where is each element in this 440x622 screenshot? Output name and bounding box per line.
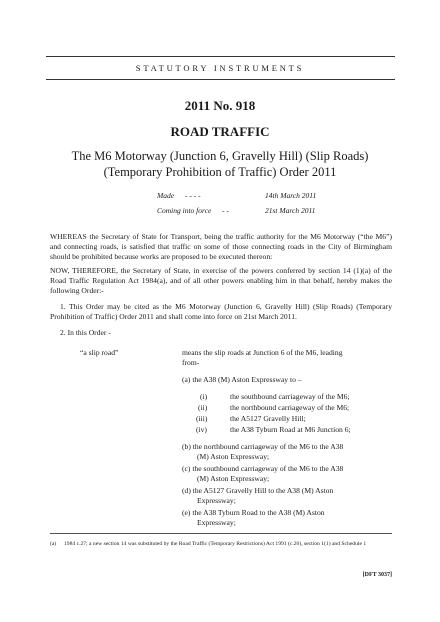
sub-item-i: the southbound carriageway of the M6; xyxy=(230,392,350,401)
coming-into-force-label: Coming into force xyxy=(157,206,212,215)
definition-item-d-line-1: (d) the A5127 Gravelly Hill to the A38 (M) Aston xyxy=(182,486,334,495)
order-title-line-1: The M6 Motorway (Junction 6, Gravelly Hill) (Slip Roads) xyxy=(71,149,369,163)
header-rule xyxy=(46,79,395,80)
definition-item-e-line-1: (e) the A38 Tyburn Road to the A38 (M) Aston xyxy=(182,508,325,517)
footnote-text: 1984 c.27; a new section 14 was substituted by the Road Traffic (Temporary Restrictions) Act 1991 (c.26), section 1(1) and Schedule 1 xyxy=(64,541,367,547)
sub-item-i-number: (i) xyxy=(200,392,208,401)
definition-item-c-line-1: (c) the southbound carriageway of the M6 to the A38 xyxy=(182,464,344,473)
coming-into-force-dashes: - - xyxy=(222,206,229,215)
definition-item-d-line-2: Expressway; xyxy=(197,496,236,505)
made-dashes: - - - - xyxy=(185,191,201,200)
series-heading: STATUTORY INSTRUMENTS xyxy=(135,63,305,73)
footnote-marker: (a) xyxy=(50,541,57,547)
sub-item-ii: the northbound carriageway of the M6; xyxy=(230,403,350,412)
top-rule xyxy=(46,56,395,57)
coming-into-force-date: 21st March 2011 xyxy=(265,206,316,215)
sub-item-ii-number: (ii) xyxy=(198,403,208,412)
definition-item-b-line-1: (b) the northbound carriageway of the M6 to the A38 xyxy=(182,442,344,451)
whereas-paragraph: WHEREAS the Secretary of State for Transport, being the traffic authority for the M6 Motorway (“the M6”) and connecting roads, is satisfied that traffic on some of those connecting roads in the City of Birmingham should be prohibited because works are proposed to be executed thereon: xyxy=(50,232,392,261)
sub-item-iv-number: (iv) xyxy=(196,425,207,434)
enacting-paragraph: NOW, THEREFORE, the Secretary of State, in exercise of the powers conferred by section 14 (1)(a) of the Road Traffic Regulation Act 1984(a), and of all other powers enabling him in that behalf, hereby makes the following Order:- xyxy=(50,266,392,295)
footnote-rule xyxy=(50,533,392,534)
sub-item-iv: the A38 Tyburn Road at M6 Junction 6; xyxy=(230,425,351,434)
made-date: 14th March 2011 xyxy=(265,191,317,200)
made-label: Made xyxy=(157,191,175,200)
order-title-line-2: (Temporary Prohibition of Traffic) Order 2011 xyxy=(103,165,337,179)
instrument-number: 2011 No. 918 xyxy=(184,98,256,113)
order-title xyxy=(0,148,440,180)
department-reference: [DFT 3037] xyxy=(362,572,392,578)
sub-item-iii: the A5127 Gravelly Hill; xyxy=(230,414,306,423)
definition-term: “a slip road” xyxy=(80,348,119,357)
definition-text-line-2: from- xyxy=(182,358,200,367)
definition-item-b-line-2: (M) Aston Expressway; xyxy=(197,452,270,461)
article-2: 2. In this Order - xyxy=(60,328,111,337)
definition-item-c-line-2: (M) Aston Expressway; xyxy=(197,474,270,483)
subject-heading: ROAD TRAFFIC xyxy=(170,124,270,139)
article-1: 1. This Order may be cited as the M6 Motorway (Junction 6, Gravelly Hill) (Slip Roads) (Temporary Prohibition of Traffic) Order 2011 and shall come into force on 21st March 2011. xyxy=(50,302,392,321)
definition-text-line-1: means the slip roads at Junction 6 of the M6, leading xyxy=(182,348,343,357)
definition-item-e-line-2: Expressway; xyxy=(197,518,236,527)
sub-item-iii-number: (iii) xyxy=(196,414,208,423)
definition-item-a: (a) the A38 (M) Aston Expressway to – xyxy=(182,375,302,384)
